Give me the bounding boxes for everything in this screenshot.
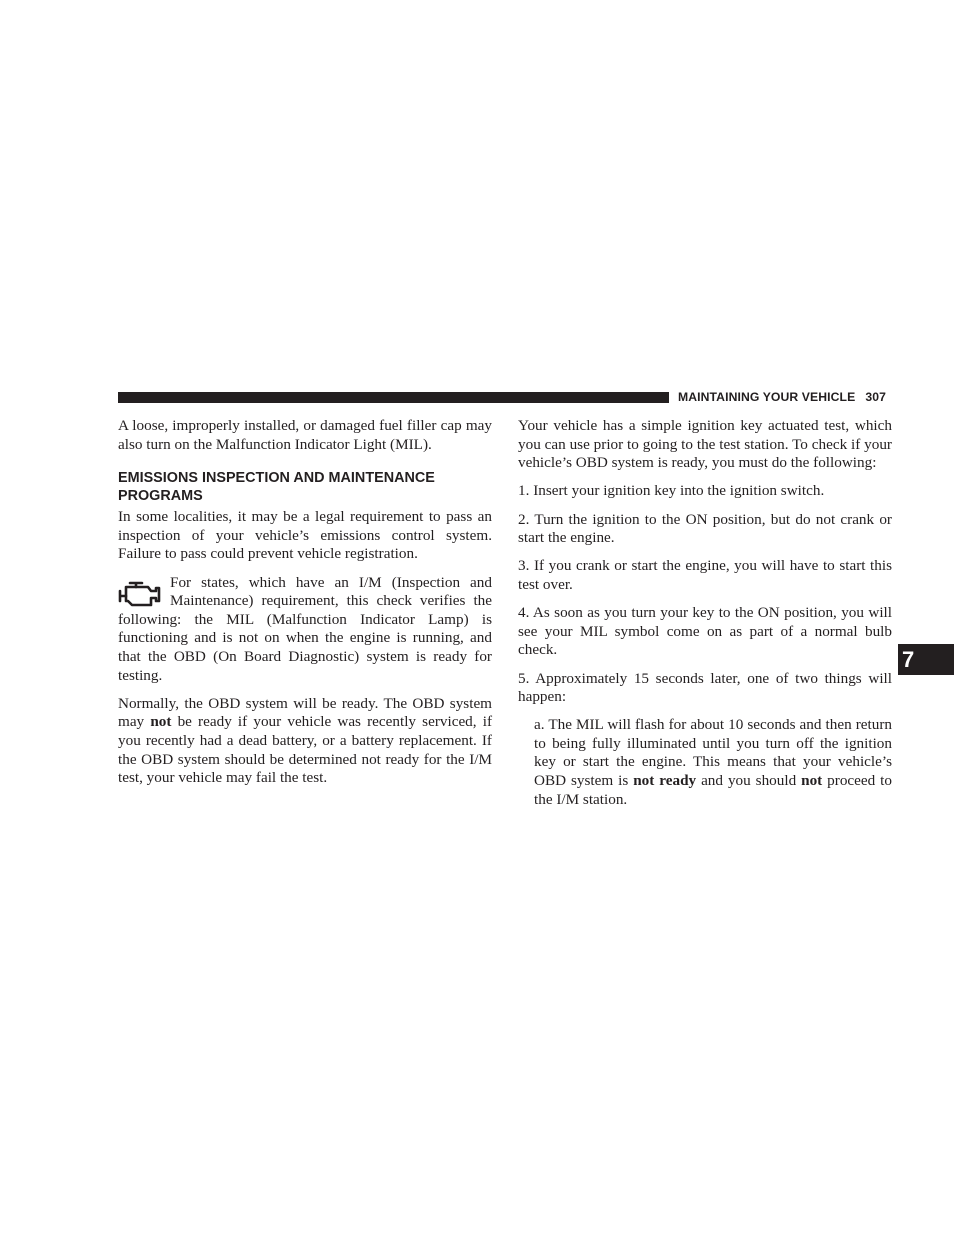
right-column bbox=[518, 417, 892, 819]
emphasis-not-ready: not ready bbox=[633, 772, 697, 790]
intro-paragraph: A loose, improperly installed, or damaged fuel filler cap may also turn on the Malfunction Indicator Light (MIL). bbox=[118, 417, 492, 453]
step-5: 5. Approximately 15 seconds later, one of two things will happen: bbox=[518, 669, 892, 706]
step-2: 2. Turn the ignition to the ON position, but do not crank or start the engine. bbox=[518, 510, 892, 547]
running-header bbox=[678, 390, 892, 404]
localities-paragraph: In some localities, it may be a legal requirement to pass an inspection of your vehicle’s emissions control system. Failure to pass could prevent vehicle registration. bbox=[118, 508, 492, 563]
page-number: 307 bbox=[865, 390, 886, 404]
step-1: 1. Insert your ignition key into the ignition switch. bbox=[518, 482, 825, 500]
section-heading: EMISSIONS INSPECTION AND MAINTENANCE PROGRAMS bbox=[118, 470, 435, 505]
emphasis-not: not bbox=[150, 713, 172, 731]
section-title: MAINTAINING YOUR VEHICLE bbox=[678, 390, 856, 404]
left-column bbox=[118, 417, 492, 797]
im-requirement-paragraph: For states, which have an I/M (Inspection and Maintenance) requirement, this check verifies the following: the MIL (Malfunction Indicator Lamp) is functioning and is not on when the engine is running, and that the OBD (On Board Diagnostic) system is ready for testing. bbox=[118, 573, 492, 684]
step-4: 4. As soon as you turn your key to the ON position, you will see your MIL symbol come on as part of a normal bulb check. bbox=[518, 604, 892, 659]
header-rule bbox=[118, 392, 669, 403]
chapter-tab: 7 bbox=[898, 644, 954, 675]
step-3: 3. If you crank or start the engine, you will have to start this test over. bbox=[518, 557, 892, 593]
sub-step-a: a. The MIL will flash for about 10 seconds and then return to being fully illuminated until you turn off the ignition key or start the engine. This means that your vehicle’s OBD system is not ready and you should not proceed to the I/M station. bbox=[534, 716, 892, 808]
emphasis-not: not bbox=[801, 772, 823, 790]
test-intro-paragraph: Your vehicle has a simple ignition key actuated test, which you can use prior to going to the test station. To check if your vehicle’s OBD system is ready, you must do the following: bbox=[518, 417, 892, 472]
check-engine-icon bbox=[118, 577, 162, 609]
obd-ready-paragraph: Normally, the OBD system will be ready. The OBD system may not be ready if your vehicle was recently serviced, if you recently had a dead battery, or a battery replacement. If the OBD system should be determined not ready for the I/M test, your vehicle may fail the test. bbox=[118, 694, 492, 787]
